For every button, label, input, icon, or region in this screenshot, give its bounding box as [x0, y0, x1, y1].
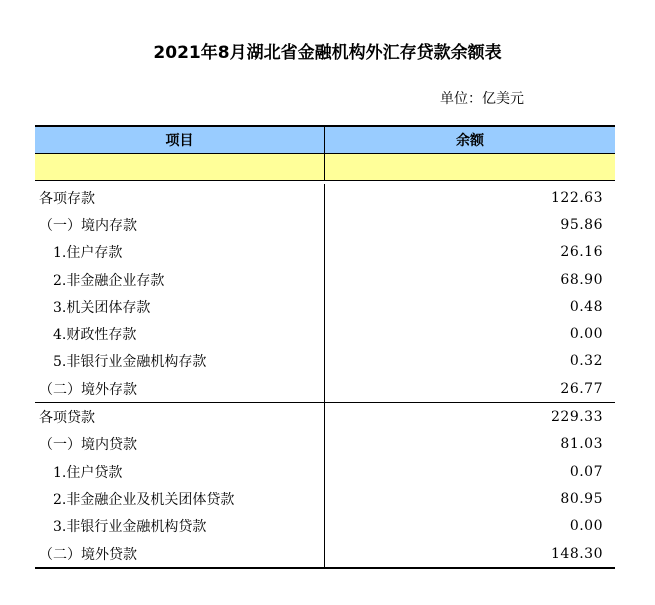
row-label: 2.非金融企业存款 [35, 266, 325, 293]
row-label: 3.非银行业金融机构贷款 [35, 513, 325, 540]
row-value: 80.95 [560, 490, 603, 507]
row-value: 0.32 [569, 353, 603, 370]
table-row [35, 211, 615, 238]
row-label: （二）境外贷款 [35, 540, 325, 567]
table-row [35, 540, 615, 567]
table-row [35, 513, 615, 540]
table-header [35, 127, 615, 154]
row-value: 95.86 [560, 216, 603, 233]
row-label: 4.财政性存款 [35, 320, 325, 347]
row-value: 0.48 [569, 298, 603, 315]
header-item: 项目 [35, 127, 325, 153]
table-row [35, 458, 615, 485]
table-row [35, 184, 615, 211]
row-value: 122.63 [551, 189, 603, 206]
row-value: 148.30 [551, 545, 603, 562]
table-row [35, 375, 615, 402]
header-amount: 余额 [456, 133, 484, 149]
row-value: 0.00 [569, 326, 603, 343]
row-label: 各项贷款 [35, 403, 325, 430]
page-title: 2021年8月湖北省金融机构外汇存贷款余额表 [153, 43, 502, 63]
row-value: 0.07 [569, 463, 603, 480]
row-value: 68.90 [560, 271, 603, 288]
row-value: 229.33 [551, 409, 603, 426]
row-label: 3.机关团体存款 [35, 293, 325, 320]
row-label: 1.住户存款 [35, 239, 325, 266]
loans-section [35, 403, 615, 567]
highlight-row [35, 154, 615, 181]
row-label: （一）境内存款 [35, 211, 325, 238]
row-label: 2.非金融企业及机关团体贷款 [35, 485, 325, 512]
row-value: 26.77 [560, 380, 603, 397]
table-row [35, 348, 615, 375]
row-label: （二）境外存款 [35, 375, 325, 402]
table-row [35, 266, 615, 293]
table-row [35, 431, 615, 458]
table-row [35, 239, 615, 266]
deposits-section [35, 184, 615, 403]
row-label: （一）境内贷款 [35, 431, 325, 458]
row-label: 各项存款 [35, 184, 325, 211]
row-value: 81.03 [560, 436, 603, 453]
row-label: 5.非银行业金融机构存款 [35, 348, 325, 375]
row-value: 0.00 [569, 518, 603, 535]
table-row [35, 403, 615, 430]
table-row [35, 320, 615, 347]
row-label: 1.住户贷款 [35, 458, 325, 485]
unit-label: 单位：亿美元 [440, 91, 524, 107]
table-row [35, 485, 615, 512]
table-row [35, 293, 615, 320]
balance-table [35, 125, 615, 569]
row-value: 26.16 [560, 244, 603, 261]
